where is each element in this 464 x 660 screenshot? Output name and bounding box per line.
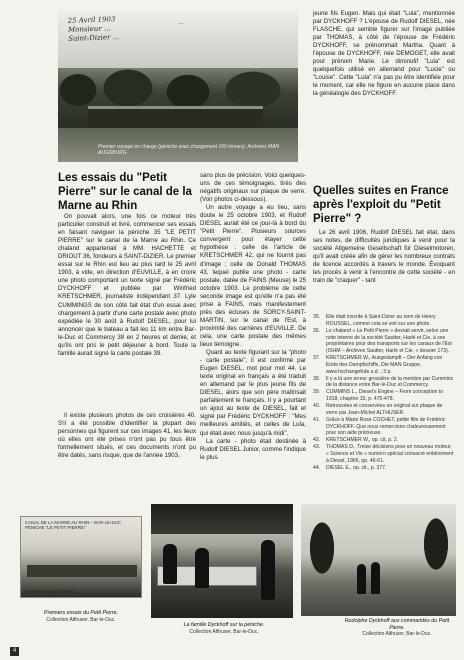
caption-title: La famille Dyckhoff sur la péniche.	[183, 622, 265, 628]
footnote-number: 41.	[313, 416, 321, 423]
article-col1	[58, 213, 196, 358]
photo-dyckhoff-at-controls	[301, 504, 456, 616]
footnote-number: 39.	[313, 389, 321, 396]
top-photo-boat-postcard	[58, 10, 298, 162]
footnote-text: Elle était inscrite à Saint-Dizier au nom de Henry ROUSSEL, comme cela se voit sur une photo.	[326, 314, 436, 327]
footnote-number: 40.	[313, 402, 321, 409]
footnote	[313, 437, 455, 444]
photo-boat	[88, 106, 263, 128]
photo-handwriting: 25 Avril 1903 Monsieur ... Saint-Dizier ...	[67, 15, 120, 43]
footnote-number: 37.	[313, 355, 321, 362]
caption-credit: Collection Althuser, Bar-le-Duc.	[362, 631, 432, 638]
footnote-text: Retrouvées et conservées en original sur plaque de verre par Jean-Michel ALTHUSER.	[326, 402, 443, 416]
footnote	[313, 444, 455, 465]
article-col1-cont	[58, 412, 196, 460]
footnote-number: 38.	[313, 375, 321, 382]
photo-person	[371, 562, 380, 594]
section-title-left: Les essais du "Petit Pierre" sur le canal de la Marne au Rhin	[58, 172, 192, 212]
caption-title: Premiers essais du Petit Pierre.	[43, 610, 119, 616]
paragraph: On pouvait alors, une fois ce moteur très particulier construit et livré, commencer ses essais en faisant naviguer la péniche 35 "LE PETIT PIERRE" sur le canal de la Marne au Rhin. Ce chaland appartenait à MM. HACHETTE et DRIOUT 36, fondeurs à SAINT-DIZIER. Le premier essai sur le Rhin eut lieu au plus tard le 25 avril 1903, à vide, en direction d'EUVILLE, à en croire une photo comportant un texte signé par Frédéric DYCKHOFF et publiée par Winfried KRETSCHMER, journaliste indépendant 37. Lyle CUMMINGS de son côté fait état d'un essai avec chargement à partir d'une carte postale avec photo expédiée le 30 août à Rudolf DIESEL, pour lui annoncer que le bateau a fait les 11 km entre Bar-le-Duc et Commercy 38 en 2 heures et demie, et qu'ils ont pris le petit déjeuner à bord. Toute la famille aurait signé la carte postale 39.	[58, 213, 196, 357]
photo-handwriting-right: ...	[177, 18, 184, 27]
footnote-text: THOMAS D., Treize décisions pour un nouveau moteur, « Science et Vie » numéro spécial consacré entièrement à Diesel, 1966, pp. 46-61.	[326, 444, 454, 464]
footnote-text: Le chaland « Le Petit Pierre » devrait servir, selon une note interne de la société Sautter, Harlé et Cie, à ses propriétaires pour des transports sur les canaux de l'Est (ISHM – Archives Sautter, Harlé et Cie, « dossier 173).	[326, 327, 452, 355]
postcard-boat	[27, 563, 137, 577]
footnote-text: KRETSCHMER W., Ausgedampft – Der Anfang von Ende des Dampfschiffs, Die MAN Gruppe, www.hxchangeKde.s.d. ; 3 p.	[326, 355, 443, 375]
article-col3-top	[313, 10, 455, 99]
photo-person	[163, 544, 177, 584]
footnote	[313, 328, 455, 355]
photo-person	[261, 540, 275, 600]
footnote	[313, 376, 455, 390]
footnote	[313, 355, 455, 376]
postcard-footer: Péniche à Moteur "Diesel" ...	[25, 589, 79, 594]
caption-credit: Collection Althuser, Bar-le-Duc.	[46, 616, 116, 623]
postcard-header: CANAL DE LA MARNE AU RHIN – BAR-LE-DUC PÉNICHE "LE PETIT PIERRE"	[25, 520, 121, 531]
footnote	[313, 465, 455, 472]
photo-trees	[58, 60, 298, 108]
photo-postcard-petit-pierre	[20, 516, 142, 598]
paragraph: jeune fils Eugen. Mais qui était "Lula", mentionnée par DYCKHOFF ? L'épouse de Rudolf DIESEL, née FLASCHE, qui semble figurer sur l'image publiée par THOMAS, à côté de l'épouse de Frédéric DYCKHOFF, se prénommait Martha. Quant à l'épouse de DYCKHOFF, née DEMOGET, elle avait pour prénom Marie. Le diminutif "Lula" est quelquefois utilisé en allemand pour "Lucie" ou "Louise". Cette "Lula" n'a pas pu être identifiée pour le moment, car elle ne figure en aucune place dans la généalogie des DYCKHOFF.	[313, 10, 455, 98]
page-number: 4	[10, 647, 19, 656]
photo-canopy	[151, 504, 293, 534]
footnotes	[313, 314, 455, 471]
photo-person	[195, 548, 209, 588]
photo-tree	[419, 508, 453, 598]
caption-credit: Collection Althuser, Bar-le-Duc.	[189, 628, 259, 635]
photo-family-on-boat	[151, 504, 293, 618]
caption-photo-3	[338, 618, 456, 638]
caption-photo-1	[20, 610, 142, 623]
footnote-number: 36.	[313, 327, 321, 334]
footnote-number: 44.	[313, 464, 321, 471]
paragraph: Un autre voyage a eu lieu, sans doute le 25 octobre 1903, et Rudolf DIESEL aurait été ce jour-là à bord du "Petit Pierre". Plusieurs sources convergent pour étayer cette hypothèse : celle de l'article de KRETSCHMER 42, qui ne fournit pas d'image ; celle de Donald THOMAS 43, lequel publie une photo - carte postale, datée de FAINS (Meuse) le 25 octobre 1903. Le problème de cette seconde image est qu'elle n'a pas été prise à FAINS, mais manifestement près des écluses de SORCY-SAINT-MARTIN, sur le canal de l'Est, à proximité des carrières d'EUVILLE. De cela, une carte postale des mêmes lieux témoigne.	[200, 204, 306, 348]
photo-person	[357, 564, 366, 594]
paragraph: Il existe plusieurs photos de ces croisières 40. S'il a été possible d'identifier la plupart des personnes qui figurent sur ces images 41, les lieux où elles ont été prises n'ont pas pu tous être formellement situés, et ces documents n'ont pu être datés, sans risque, que de l'année 1903,	[58, 412, 196, 460]
paragraph: La carte - photo était destinée à Rudolf DIESEL Junior, comme l'indique le plus	[200, 437, 306, 461]
caption-photo-2	[160, 622, 288, 635]
article-col2	[200, 172, 306, 462]
footnote-number: 42.	[313, 437, 321, 444]
footnote-text: Il y a là une erreur grossière de la mention par Cummins de la distance entre Bar-le-Duc et Commercy.	[326, 375, 454, 389]
footnote-number: 35.	[313, 314, 321, 320]
section-title-right: Quelles suites en France après l'exploit du "Petit Pierre" ?	[313, 185, 449, 225]
paragraph: Quant au texte figurant sur la "photo - carte postale", il est confirmé par Eugen DIESEL, mot pour mot 44. Le texte original en français a été traduit en allemand par le plus jeune fils de DIESEL, alors que son père maîtrisait parfaitement le français. Il y a pourtant un ajout au texte de DIESEL, fait et signé par Frédéric DYCKHOFF : "Mes meilleures amitiés, et celles de Lula, qui était avec nous jusqu'à midi".	[200, 349, 306, 437]
footnote-text: Grâce à Marie Rose COCHET, petite fille de Frédéric DYCKHOFF. Que nous remercions chaleureusement pour son aide précieuse.	[326, 416, 446, 437]
footnote-number: 43.	[313, 444, 321, 451]
paragraph: Le 26 avril 1906, Rudolf DIESEL fait état, dans ses notes, de difficultés juridiques à venir pour la société Allgemeine Gesellschaft für Dieselmotoren, qu'il avait créée afin de gérer les nombreux contrats de licence accordés à travers le monde. Évoquant les procès à venir à l'encontre de cette société - en train de "craquer" - tant	[313, 229, 455, 285]
footnote	[313, 389, 455, 403]
footnote	[313, 403, 455, 417]
footnote	[313, 314, 455, 328]
paragraph: sans plus de précision. Voici quelques-uns de ces témoignages, tirés des négatifs originaux sur plaque de verre. (Voir photos ci-dessous).	[200, 172, 306, 204]
footnote-text: DIESEL E., op. cit., p. 377.	[326, 464, 387, 471]
footnote-text: KRETSCHMER W., op. cit, p. 2.	[326, 437, 399, 444]
article-col3-bottom	[313, 229, 455, 285]
footnote-text: CUMMINS L., Diesel's Engine – From conception to 1918, chapitre 15, p. 475-478.	[326, 389, 444, 403]
caption-title: Rudolphe Dyckhoff aux commandes du Petit Pierre.	[344, 618, 450, 631]
footnote	[313, 417, 455, 438]
top-photo-caption: Premier voyage en charge (péniche avec chargement 160 tonnes). Archives MAN AUGSBURG	[98, 144, 280, 156]
photo-tree	[305, 512, 339, 602]
